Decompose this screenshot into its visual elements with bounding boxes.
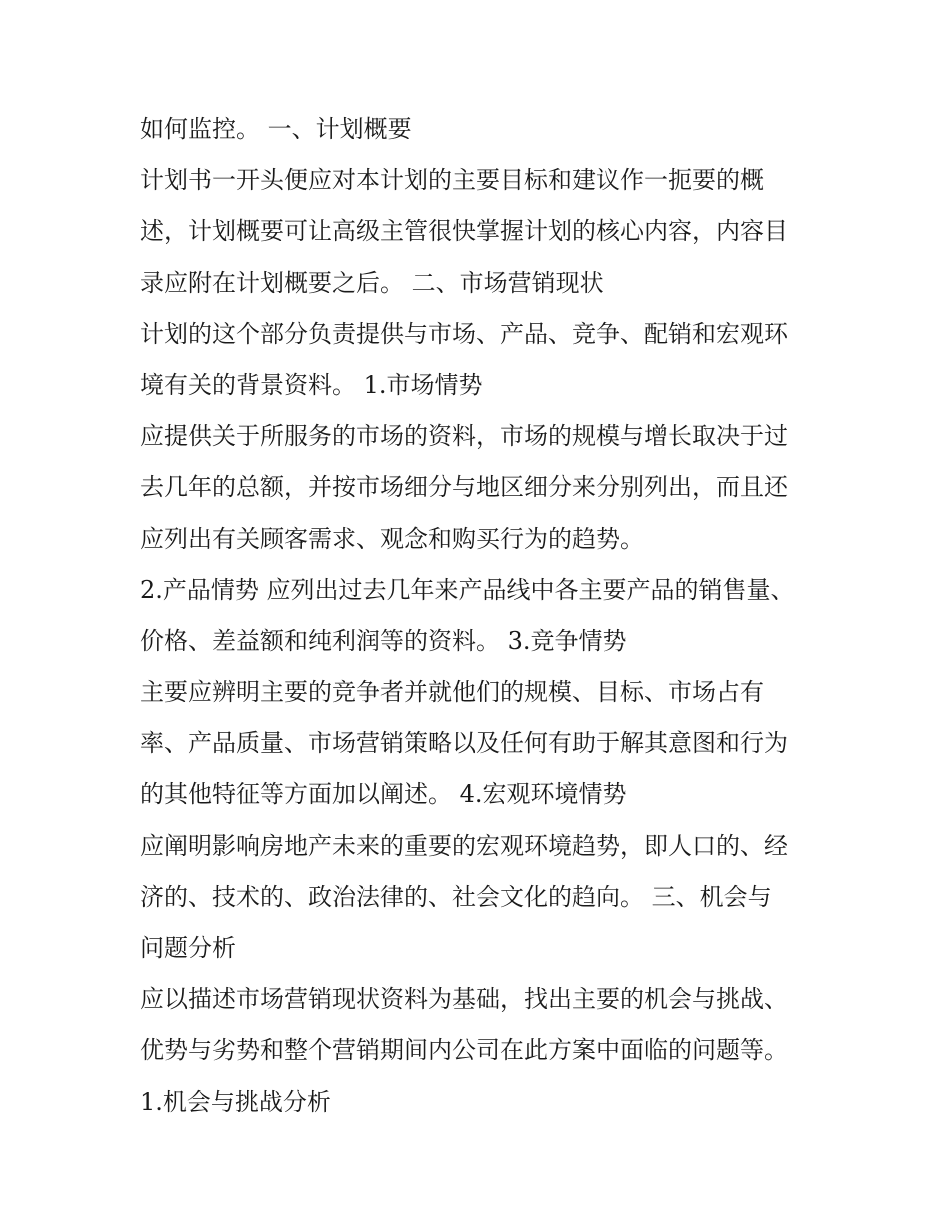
text-line: 去几年的总额，并按市场细分与地区细分来分别列出，而且还 bbox=[140, 473, 788, 502]
text-line: 率、产品质量、市场营销策略以及任何有助于解其意图和行为 bbox=[140, 729, 788, 758]
text-line: 述，计划概要可让高级主管很快掌握计划的核心内容，内容目 bbox=[140, 217, 788, 246]
text-line: 录应附在计划概要之后。 二、市场营销现状 bbox=[140, 268, 604, 297]
text-line: 计划的这个部分负责提供与市场、产品、竞争、配销和宏观环 bbox=[140, 319, 788, 348]
text-line: 应提供关于所服务的市场的资料，市场的规模与增长取决于过 bbox=[140, 422, 788, 451]
text-line: 计划书一开头便应对本计划的主要目标和建议作一扼要的概 bbox=[140, 166, 764, 195]
document-body bbox=[140, 104, 820, 1128]
text-line: 的其他特征等方面加以阐述。 4.宏观环境情势 bbox=[140, 780, 627, 809]
text-line: 主要应辨明主要的竞争者并就他们的规模、目标、市场占有 bbox=[140, 678, 764, 707]
text-line: 济的、技术的、政治法律的、社会文化的趋向。 三、机会与 bbox=[140, 882, 772, 911]
text-line: 应阐明影响房地产未来的重要的宏观环境趋势，即人口的、经 bbox=[140, 831, 788, 860]
text-line: 2.产品情势 应列出过去几年来产品线中各主要产品的销售量、 bbox=[140, 575, 795, 604]
text-line: 境有关的背景资料。 1.市场情势 bbox=[140, 370, 483, 399]
text-line: 如何监控。 一、计划概要 bbox=[140, 115, 412, 143]
text-line: 应列出有关顾客需求、观念和购买行为的趋势。 bbox=[140, 524, 644, 553]
text-line: 价格、差益额和纯利润等的资料。 3.竞争情势 bbox=[140, 626, 627, 655]
text-line: 问题分析 bbox=[140, 934, 236, 962]
text-line: 1.机会与挑战分析 bbox=[140, 1087, 331, 1116]
text-line: 优势与劣势和整个营销期间内公司在此方案中面临的问题等。 bbox=[140, 1036, 788, 1065]
text-line: 应以描述市场营销现状资料为基础，找出主要的机会与挑战、 bbox=[140, 985, 788, 1014]
